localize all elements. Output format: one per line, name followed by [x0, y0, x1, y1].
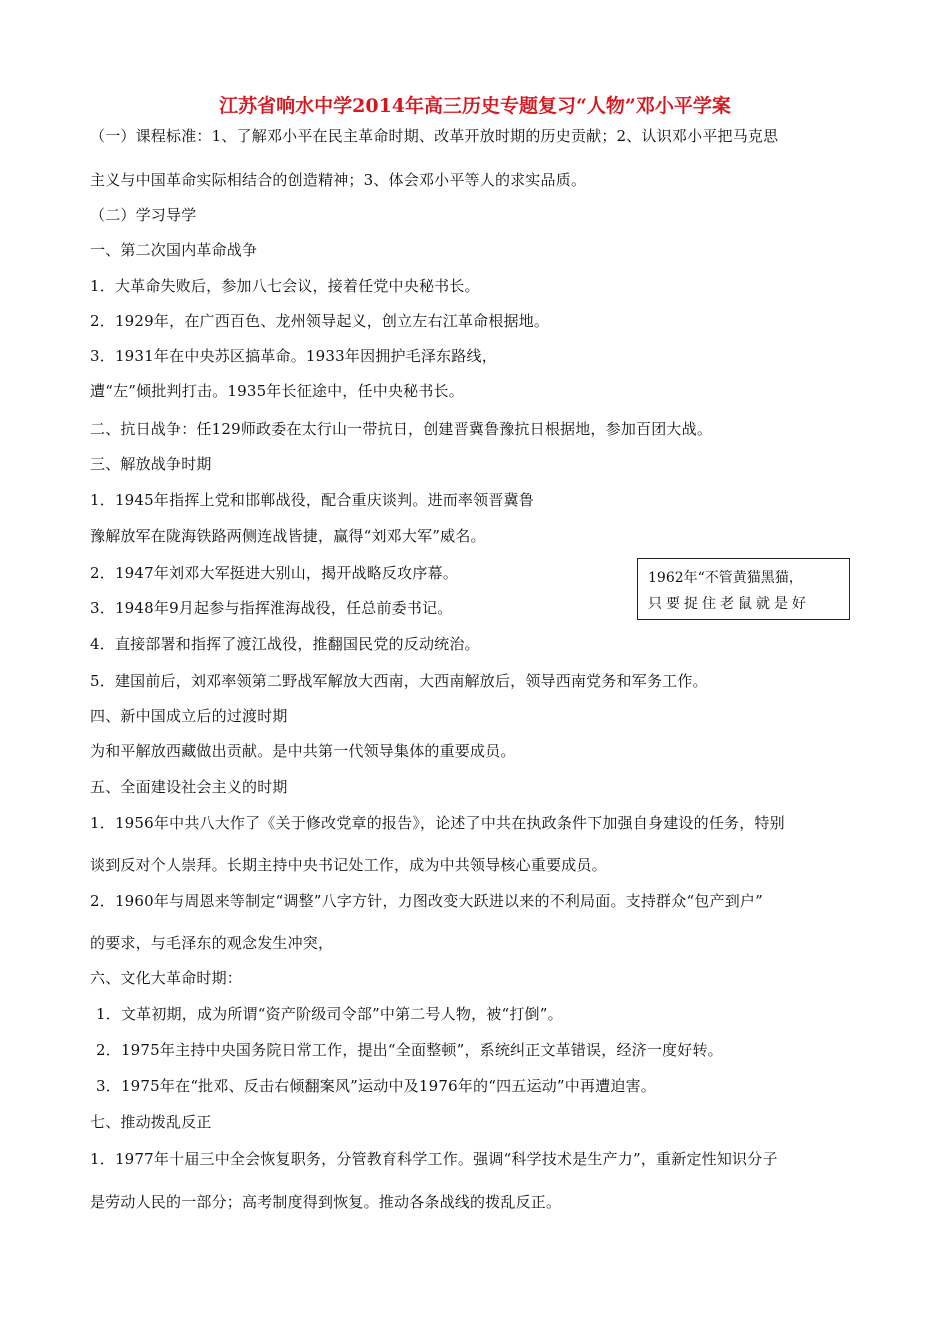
text-line: 1．文革初期，成为所谓“资产阶级司令部”中第二号人物，被“打倒”。: [96, 1005, 563, 1023]
section-heading-5: 五、全面建设社会主义的时期: [90, 778, 288, 796]
text-line: 1．大革命失败后，参加八七会议，接着任党中央秘书长。: [90, 277, 480, 295]
course-standard-line-2: 主义与中国革命实际相结合的创造精神；3、体会邓小平等人的求实品质。: [90, 171, 587, 189]
text-line: 2．1929年，在广西百色、龙州领导起义，创立左右江革命根据地。: [90, 312, 550, 330]
text-line: 3．1948年9月起参与指挥淮海战役，任总前委书记。: [90, 599, 453, 617]
text-line: 3．1975年在“批邓、反击右倾翻案风”运动中及1976年的“四五运动”中再遭迫害。: [96, 1077, 656, 1095]
text-line: 2．1975年主持中央国务院日常工作，提出“全面整顿”，系统纠正文革错误，经济一度好转。: [96, 1041, 723, 1059]
text-line: 谈到反对个人崇拜。长期主持中央书记处工作，成为中共领导核心重要成员。: [90, 856, 607, 874]
section-heading-6: 六、文化大革命时期：: [90, 969, 243, 987]
text-line: 为和平解放西藏做出贡献。是中共第一代领导集体的重要成员。: [90, 742, 516, 760]
text-line: 1．1977年十届三中全会恢复职务，分管教育科学工作。强调“科学技术是生产力”，重新定性知识分子: [90, 1150, 778, 1168]
document-title: 江苏省响水中学2014年高三历史专题复习“人物”邓小平学案: [219, 95, 731, 117]
text-line: 2．1947年刘邓大军挺进大别山，揭开战略反攻序幕。: [90, 564, 458, 582]
text-line: 豫解放军在陇海铁路两侧连战皆捷，赢得“刘邓大军”威名。: [90, 527, 486, 545]
text-line: 遭“左”倾批判打击。1935年长征途中，任中央秘书长。: [90, 382, 464, 400]
text-line: 4．直接部署和指挥了渡江战役，推翻国民党的反动统治。: [90, 635, 480, 653]
section-heading-7: 七、推动拨乱反正: [90, 1113, 212, 1131]
section-heading-3: 三、解放战争时期: [90, 455, 212, 473]
text-line: 1．1956年中共八大作了《关于修改党章的报告》，论述了中共在执政条件下加强自身建设的任务，特别: [90, 814, 785, 832]
callout-line-1: 1962年“不管黄猫黑猫，: [648, 570, 803, 586]
text-line: 的要求，与毛泽东的观念发生冲突，: [90, 934, 334, 952]
section-heading-2: 二、抗日战争：任129师政委在太行山一带抗日，创建晋冀鲁豫抗日根据地，参加百团大战。: [90, 420, 713, 438]
text-line: 3．1931年在中央苏区搞革命。1933年因拥护毛泽东路线，: [90, 347, 497, 365]
section-heading-4: 四、新中国成立后的过渡时期: [90, 707, 288, 725]
text-line: 5．建国前后，刘邓率领第二野战军解放大西南，大西南解放后，领导西南党务和军务工作。: [90, 672, 708, 690]
text-line: 2．1960年与周恩来等制定“调整”八字方针，力图改变大跃进以来的不利局面。支持群众“包产到户”: [90, 892, 763, 910]
text-line: 是劳动人民的一部分；高考制度得到恢复。推动各条战线的拨乱反正。: [90, 1193, 562, 1211]
callout-line-2: 只要捉住老鼠就是好: [648, 596, 810, 612]
course-standard-line-1: （一）课程标准：1、了解邓小平在民主革命时期、改革开放时期的历史贡献；2、认识邓小平把马克思: [90, 127, 779, 145]
section-heading-guide: （二）学习导学: [90, 206, 197, 224]
section-heading-1: 一、第二次国内革命战争: [90, 241, 258, 259]
quote-callout-box: [637, 558, 850, 620]
text-line: 1．1945年指挥上党和邯郸战役，配合重庆谈判。进而率领晋冀鲁: [90, 491, 534, 509]
